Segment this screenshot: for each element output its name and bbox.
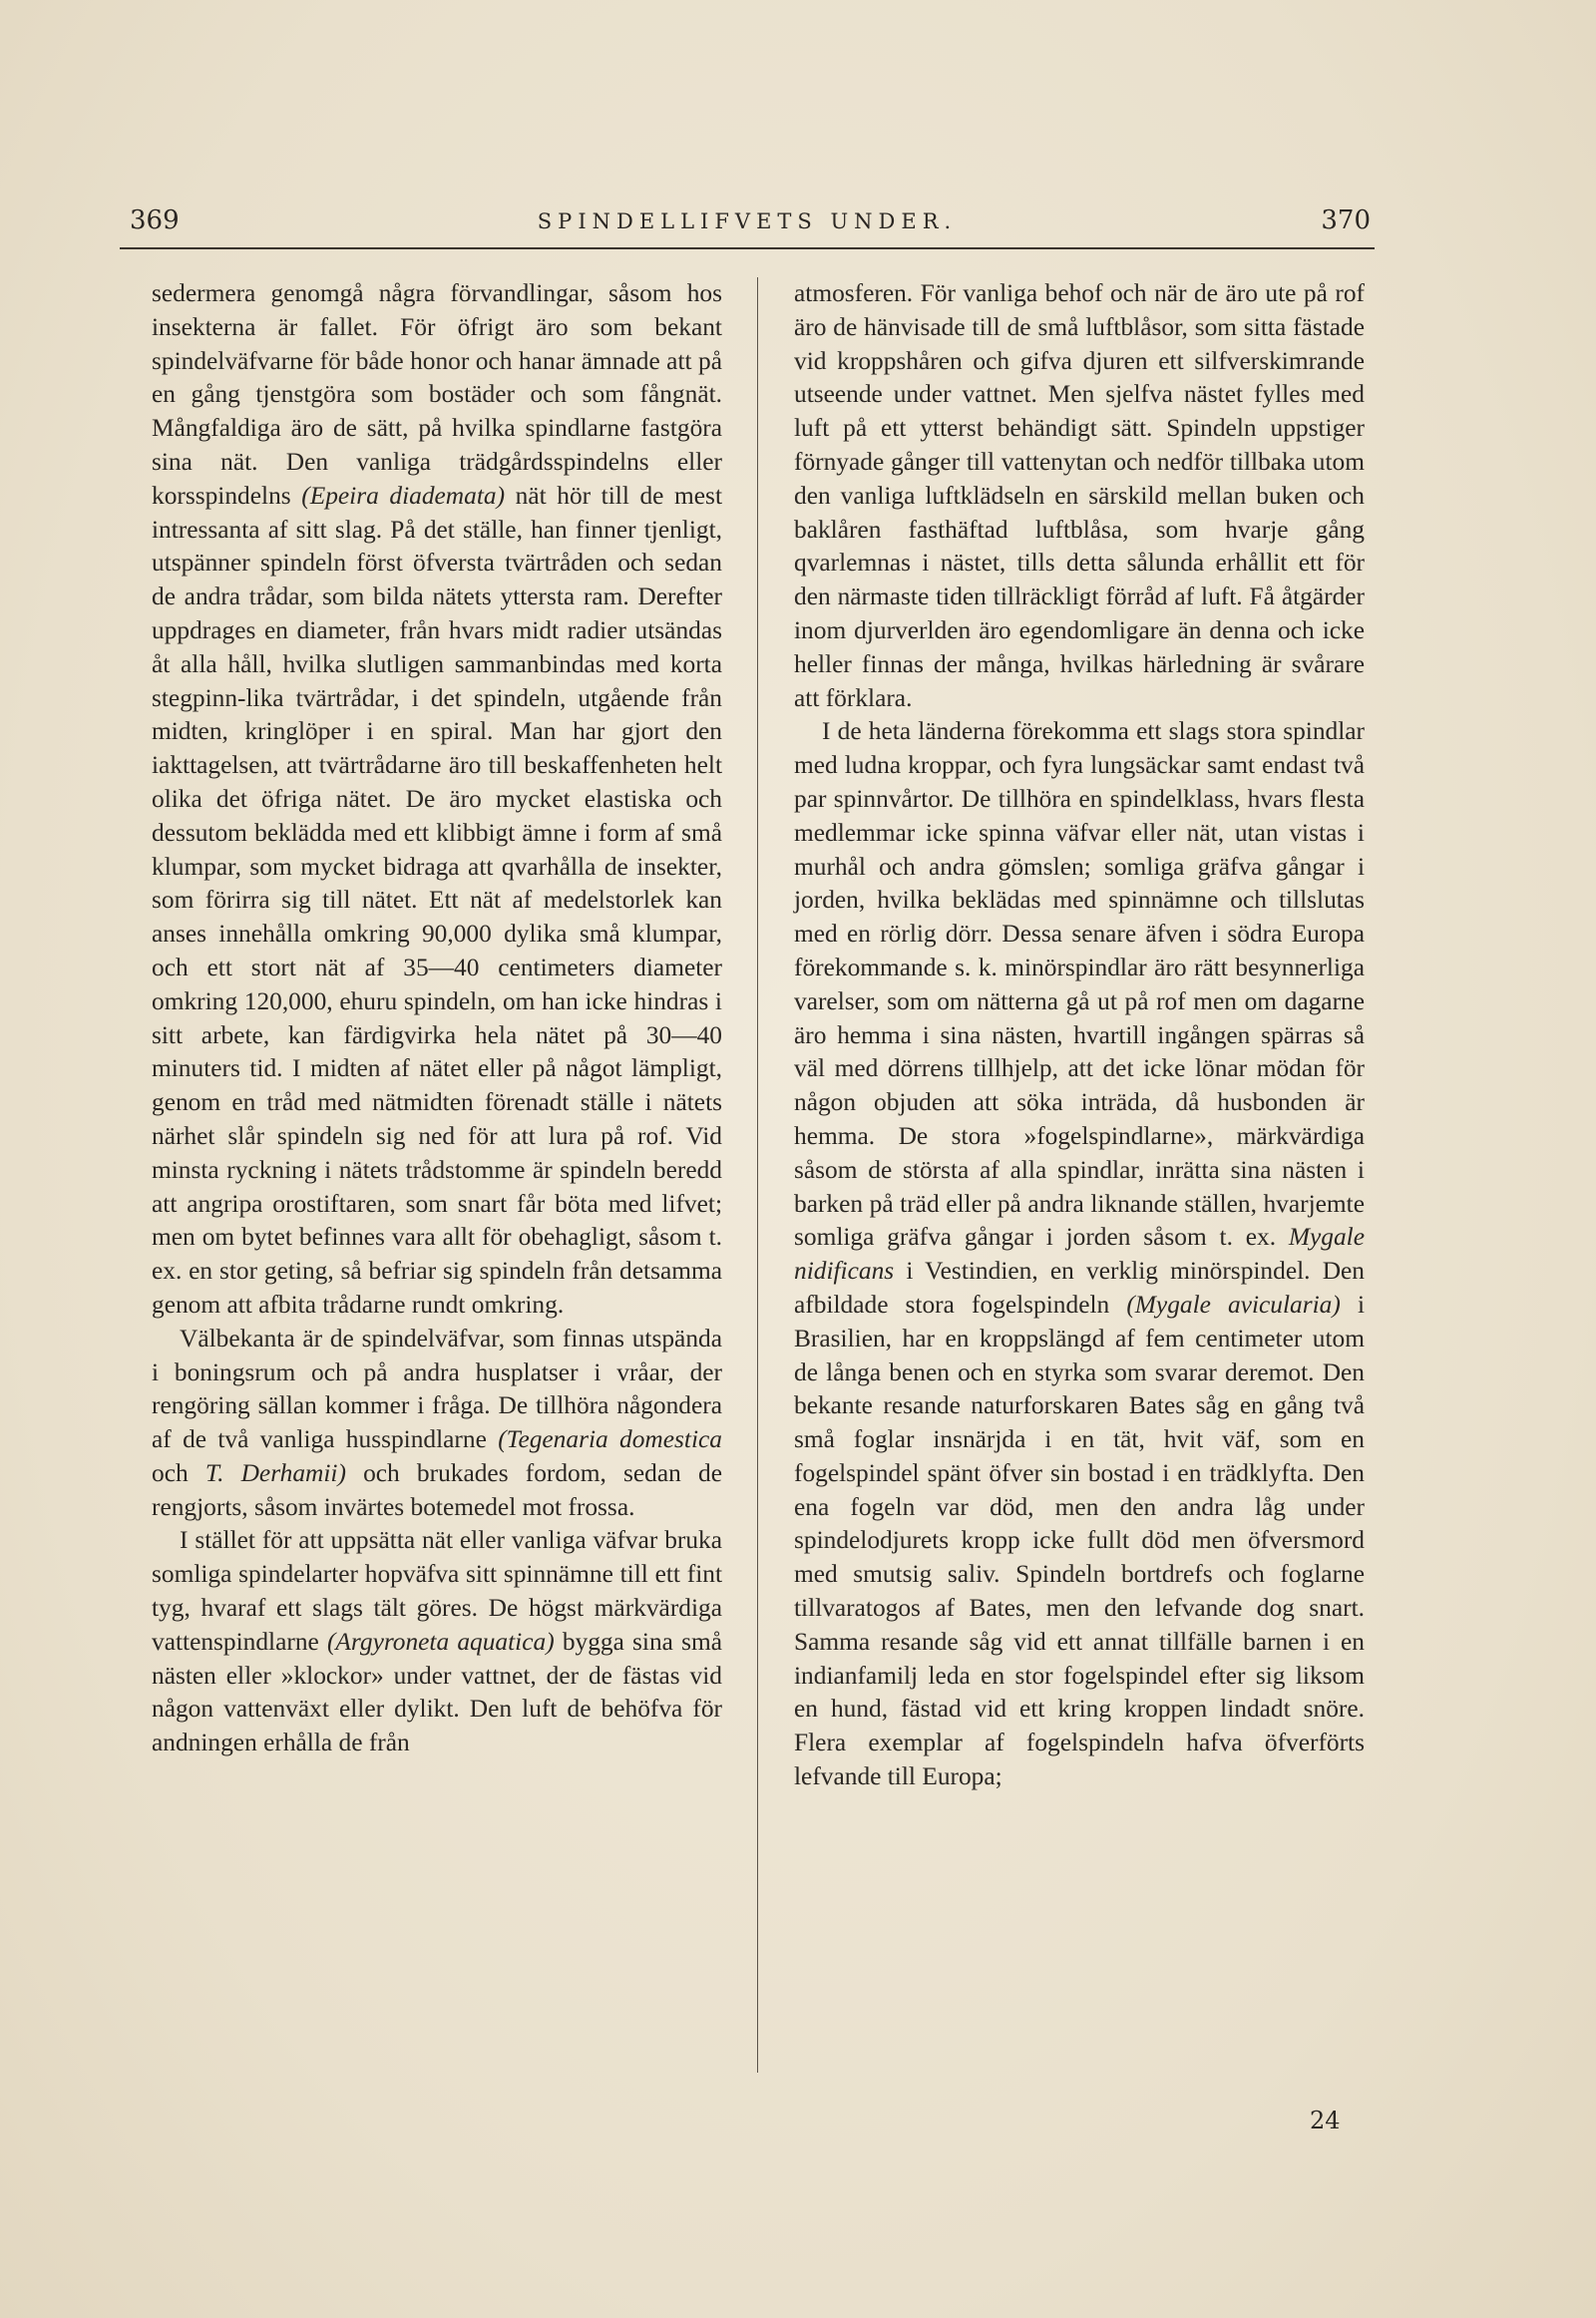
text-run: Välbekanta är de spindelväfvar, som finnas utspända i boningsrum och på andra husplatser i vråar, der rengöring sällan kommer i fråga. De tillhöra någondera af de två vanliga husspindlarne [152, 1324, 722, 1454]
text-run: I stället för att uppsätta nät eller vanliga väfvar bruka somliga spindelarter hopväfva sitt spinnämne till ett fint tyg, hvaraf ett slags tält göres. De högst märkvärdiga vattenspindlarne [152, 1526, 722, 1656]
italic-taxon: (Mygale avicularia) [1126, 1290, 1341, 1319]
italic-taxon: T. Derhamii) [204, 1458, 346, 1487]
right-page-number: 370 [1321, 205, 1371, 235]
column-divider [757, 277, 758, 2073]
text-run: i Brasilien, har en kroppslängd af fem centimeter utom de långa benen och en styrka som svarar deremot. Den bekante resande naturforskaren Bates såg en gång två små foglar insnärjda i en tät, hvit väf, som en fogelspindel spänt öfver sin bostad i en trädklyfta. Den ena fogeln var död, men den andra låg under spindelodjurets kropp icke fullt död men öfversmord med smutsig saliv. Spindeln bortdrefs och foglarne tillvaratogos af Bates, men den lefvande dog snart. Samma resande såg vid ett annat tillfälle barnen i en indianfamilj leda en stor fogelspindel efter sig liksom en hund, fästad vid ett kring kroppen lindadt snöre. Flera exemplar af fogelspindeln hafva öfverförts lefvande till Europa; [794, 1290, 1365, 1791]
text-run: och brukades fordom, sedan de rengjorts, såsom invärtes botemedel mot frossa. [152, 1458, 722, 1521]
running-title: SPINDELLIFVETS UNDER. [537, 209, 958, 233]
text-run: sedermera genomgå några förvandlingar, såsom hos insekterna är fallet. För öfrigt äro som bekant spindelväfvarne för både honor och hanar ämnade att på en gång tjenstgöra som bostäder och som fångnät. Mångfaldiga äro de sätt, på hvilka spindlarne fastgöra sina nät. Den vanliga trädgårdsspindelns eller korsspindelns [152, 279, 722, 510]
italic-taxon: (Epeira diademata) [301, 481, 506, 510]
text-run: och [152, 1458, 205, 1487]
page-header [120, 197, 1375, 249]
paragraph [794, 715, 1365, 1794]
left-column [152, 277, 722, 1760]
left-page-number: 369 [130, 205, 180, 235]
text-run: I de heta länderna förekomma ett slags stora spindlar med ludna kroppar, och fyra lungsäckar samt endast två par spinnvårtor. De tillhöra en spindelklass, hvars flesta medlemmar icke spinna väfvar eller nät, utan vistas i murhål och andra gömslen; somliga gräfva gångar i jorden, hvilka beklädas med spinnämne och tillslutas med en rörlig dörr. Dessa senare äfven i södra Europa förekommande s. k. minörspindlar äro rätt besynnerliga varelser, som om nätterna gå ut på rof men om dagarne äro hemma i sina nästen, hvartill ingången spärras så väl med dörrens tillhjelp, att det icke lönar mödan för någon objuden att söka inträda, då husbonden är hemma. De stora »fogelspindlarne», märkvärdiga såsom de största af alla spindlar, inrätta sina nästen i barken på träd eller på andra liknande ställen, hvarjemte somliga gräfva gångar i jorden såsom t. ex. [794, 717, 1365, 1252]
paragraph [152, 1323, 722, 1525]
italic-taxon: (Argyroneta aquatica) [326, 1627, 555, 1656]
text-run: atmosferen. För vanliga behof och när de äro ute på rof äro de hänvisade till de små luftblåsor, som sitta fästade vid kroppshåren och gifva djuren ett silfverskimrande utseende under vattnet. Men sjelfva nästet fylles med luft på ett ytterst behändigt sätt. Spindeln uppstiger förnyade gånger till vattenytan och nedför tillbaka utom den vanliga luftklädseln en särskild mellan buken och baklåren fasthäftad luftblåsa, som hvarje gång qvarlemnas i nästet, tills detta sålunda erhållit ett för den närmaste tiden tillräckligt förråd af luft. Få åtgärder inom djurverlden äro egendomligare än denna och icke heller finnas der många, hvilkas härledning är svårare att förklara. [794, 279, 1365, 712]
right-column [794, 277, 1365, 1794]
italic-taxon: Mygale nidificans [794, 1223, 1365, 1286]
paragraph [152, 1524, 722, 1760]
signature-mark: 24 [1310, 2107, 1341, 2134]
paragraph [152, 277, 722, 1323]
text-run: bygga sina små nästen eller »klockor» under vattnet, der de fästas vid någon vattenväxt eller dylikt. Den luft de behöfva för andningen erhålla de från [152, 1627, 722, 1757]
paragraph [794, 277, 1365, 715]
text-run: nät hör till de mest intressanta af sitt slag. På det ställe, han finner tjenligt, utspänner spindeln först öfversta tvärtråden och sedan de andra trådar, som bilda nätets yttersta ram. Derefter uppdrages en diameter, från hvars midt radier utsändas åt alla håll, hvilka slutligen sammanbindas med korta stegpinn-lika tvärtrådar, i det spindeln, utgående från midten, kringlöper i en spiral. Man har gjort den iakttagelsen, att tvärtrådarne äro till beskaffenheten helt olika det öfriga nätet. De äro mycket elastiska och dessutom beklädda med ett klibbigt ämne i form af små klumpar, som mycket bidraga att qvarhålla de insekter, som förirra sig till nätet. Ett nät af medelstorlek kan anses innehålla omkring 90,000 dylika små klumpar, och ett stort nät af 35—40 centimeters diameter omkring 120,000, ehuru spindeln, om han icke hindras i sitt arbete, kan färdigvirka hela nätet på 30—40 minuters tid. I midten af nätet eller på något lämpligt, genom en tråd med nätmidten förenadt ställe i nätets närhet slår spindeln sig ned för att lura på rof. Vid minsta ryckning i nätets trådstomme är spindeln beredd att angripa orostiftaren, som snart får böta med lifvet; men om bytet befinnes vara allt för obehagligt, såsom t. ex. en stor geting, så befriar sig spindeln från detsamma genom att afbita trådarne rundt omkring. [152, 481, 722, 1319]
text-run: i Vestindien, en verklig minörspindel. Den afbildade stora fogelspindeln [794, 1257, 1365, 1319]
italic-taxon: (Tegenaria domestica [498, 1425, 722, 1454]
